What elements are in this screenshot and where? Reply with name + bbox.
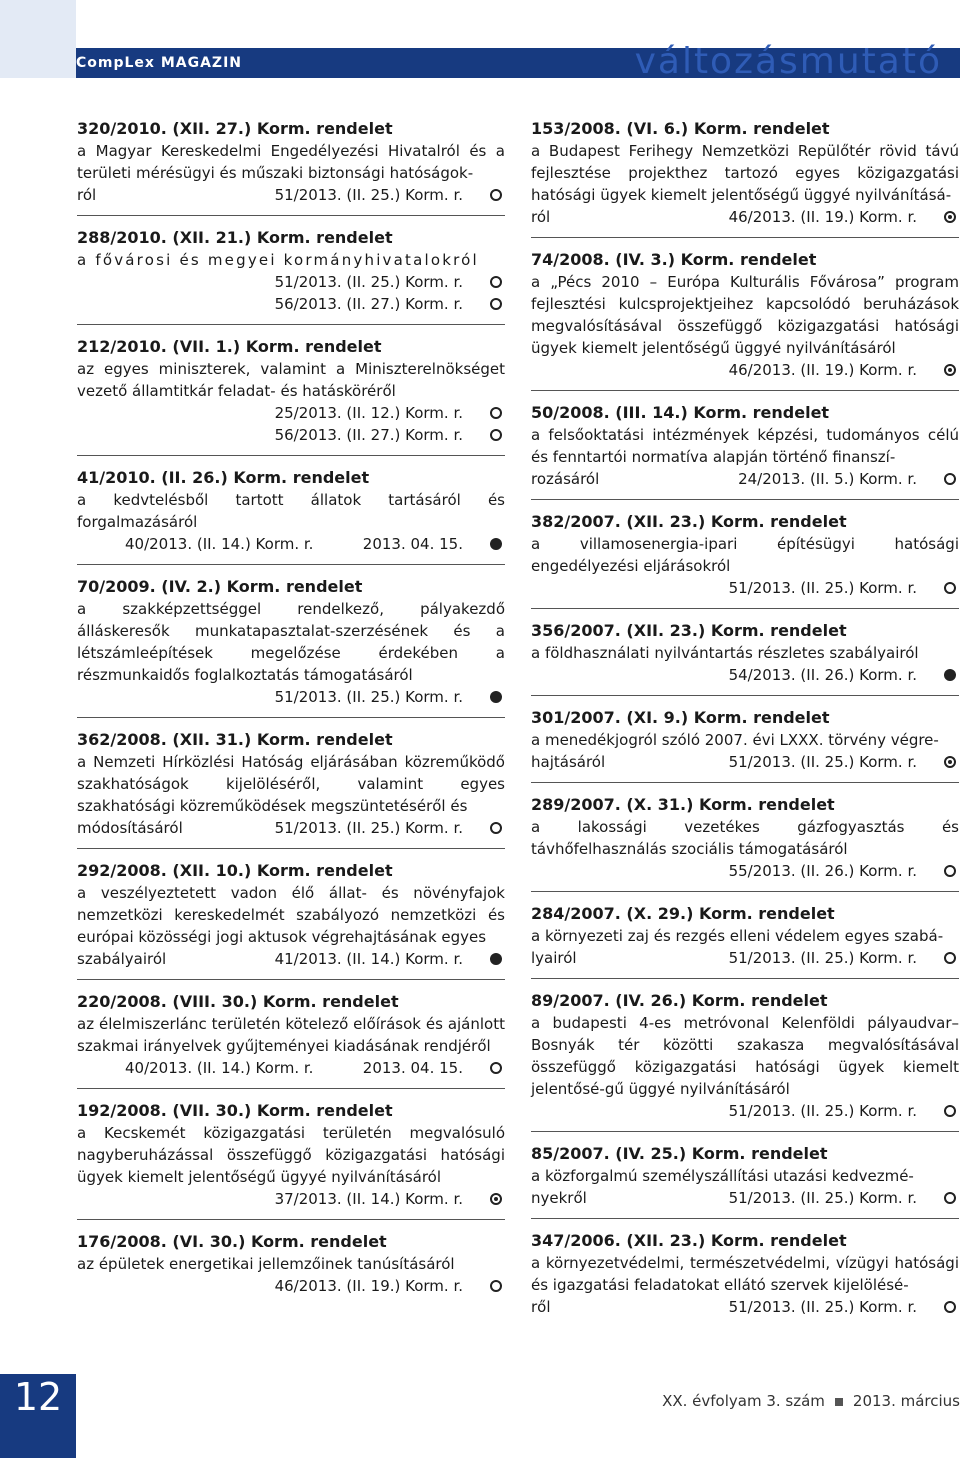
description-tail: ról [77, 186, 97, 204]
amendment-row [531, 947, 959, 969]
amendment-row [77, 533, 505, 555]
amendment-row [531, 1296, 959, 1318]
amendment-ref: 51/2013. (II. 25.) Korm. r. [728, 1298, 917, 1316]
entry [531, 1143, 959, 1219]
open-circle-icon [490, 276, 502, 288]
entry-description: a „Pécs 2010 – Európa Kulturális Fővárosa” program fejlesztési kulcsprojektjeihez kapcsolódó beruházások megvalósításával összefüggő közigazgatási hatósági ügyek kiemelt jelentőségű üggyé nyilvánításáról [531, 273, 959, 357]
entry-heading: 74/2008. (IV. 3.) Korm. rendelet [531, 250, 817, 269]
header-bar [76, 41, 960, 82]
amendment-ref: 55/2013. (II. 26.) Korm. r. [728, 862, 917, 880]
entry-heading: 41/2010. (II. 26.) Korm. rendelet [77, 468, 370, 487]
entry-description: a Nemzeti Hírközlési Hatóság eljárásában közreműködő szakhatóságok kijelöléséről, valamint egyes szakhatósági közreműködések megszüntetéséről és [77, 753, 505, 815]
entry-heading: 212/2010. (VII. 1.) Korm. rendelet [77, 337, 382, 356]
entry-heading: 288/2010. (XII. 21.) Korm. rendelet [77, 228, 393, 247]
entry-description: a Magyar Kereskedelmi Engedélyezési Hivatalról és a területi mérésügyi és műszaki biztonsági hatóságok- [77, 142, 505, 182]
effective-date: 2013. 04. 15. [362, 1059, 463, 1077]
open-circle-icon [490, 1062, 502, 1074]
footer-date: 2013. március [852, 1392, 960, 1410]
amendment-row [531, 664, 959, 686]
entry-description: a fővárosi és megyei kormányhivatalokról [77, 251, 479, 269]
entry [77, 991, 505, 1089]
entry-heading: 153/2008. (VI. 6.) Korm. rendelet [531, 119, 830, 138]
entry-description: a villamosenergia-ipari építésügyi hatósági engedélyezési eljárásokról [531, 535, 959, 575]
amendment-ref: 51/2013. (II. 25.) Korm. r. [728, 1189, 917, 1207]
entry-description: az egyes miniszterek, valamint a Miniszterelnökséget vezető államtitkár feladat- és hatásköréről [77, 360, 505, 400]
entry [531, 620, 959, 696]
entry-heading: 85/2007. (IV. 25.) Korm. rendelet [531, 1144, 828, 1163]
amendment-row [531, 468, 959, 490]
entry-heading: 362/2008. (XII. 31.) Korm. rendelet [77, 730, 393, 749]
page-number: 12 [13, 1375, 63, 1419]
entry-description: a kedvtelésből tartott állatok tartásáról és forgalmazásáról [77, 491, 505, 531]
left-column [77, 118, 505, 1317]
footer-square-icon [835, 1398, 843, 1406]
entry [77, 576, 505, 718]
entry-heading: 347/2006. (XII. 23.) Korm. rendelet [531, 1231, 847, 1250]
description-tail: szabályairól [77, 950, 167, 968]
amendment-ref: 51/2013. (II. 25.) Korm. r. [728, 753, 917, 771]
open-circle-icon [490, 429, 502, 441]
entry-heading: 284/2007. (X. 29.) Korm. rendelet [531, 904, 835, 923]
amendment-ref: 54/2013. (II. 26.) Korm. r. [728, 666, 917, 684]
entry-heading: 176/2008. (VI. 30.) Korm. rendelet [77, 1232, 387, 1251]
amendment-row [77, 948, 505, 970]
entry-heading: 50/2008. (III. 14.) Korm. rendelet [531, 403, 830, 422]
amendment-row [531, 206, 959, 228]
open-circle-icon [944, 1192, 956, 1204]
footer [620, 1392, 960, 1410]
amendment-ref: 56/2013. (II. 27.) Korm. r. [274, 295, 463, 313]
entry-heading: 301/2007. (XI. 9.) Korm. rendelet [531, 708, 830, 727]
entry-description: a felsőoktatási intézmények képzési, tudományos célú és fenntartói normatíva alapján történő finanszí- [531, 426, 959, 466]
amendment-ref: 25/2013. (II. 12.) Korm. r. [274, 404, 463, 422]
entry-description: a menedékjogról szóló 2007. évi LXXX. törvény végre- [531, 731, 939, 749]
amendment-ref: 51/2013. (II. 25.) Korm. r. [274, 273, 463, 291]
amendment-ref: 51/2013. (II. 25.) Korm. r. [274, 186, 463, 204]
entry-description: a lakossági vezetékes gázfogyasztás és távhőfelhasználás szociális támogatásáról [531, 818, 959, 858]
entry [77, 467, 505, 565]
entry [77, 227, 505, 325]
dotted-circle-icon [944, 756, 956, 768]
description-tail: rozásáról [531, 470, 600, 488]
amendment-ref: 51/2013. (II. 25.) Korm. r. [728, 949, 917, 967]
entry [77, 1100, 505, 1220]
entry [77, 118, 505, 216]
open-circle-icon [490, 1280, 502, 1292]
description-tail: nyekről [531, 1189, 587, 1207]
magazine-name: CompLex MAGAZIN [76, 55, 242, 71]
entry [531, 1230, 959, 1327]
amendment-row [531, 751, 959, 773]
entry-heading: 320/2010. (XII. 27.) Korm. rendelet [77, 119, 393, 138]
amendment-row [77, 293, 505, 315]
description-tail: hajtásáról [531, 753, 606, 771]
open-circle-icon [490, 298, 502, 310]
entry-heading: 356/2007. (XII. 23.) Korm. rendelet [531, 621, 847, 640]
entry [531, 249, 959, 391]
open-circle-icon [944, 473, 956, 485]
entry-description: a Kecskemét közigazgatási területén megvalósuló nagyberuházással összefüggő közigazgatási hatósági ügyek kiemelt jelentőségű ügyyé nyilvánításáról [77, 1124, 505, 1186]
effective-date: 2013. 04. 15. [362, 535, 463, 553]
entry [77, 729, 505, 849]
entry-description: a környezeti zaj és rezgés elleni védelem egyes szabá- [531, 927, 944, 945]
amendment-ref: 46/2013. (II. 19.) Korm. r. [728, 208, 917, 226]
amendment-ref: 51/2013. (II. 25.) Korm. r. [728, 1102, 917, 1120]
entry [77, 860, 505, 980]
amendment-row [531, 359, 959, 381]
amendment-row [77, 1188, 505, 1210]
filled-circle-icon [944, 669, 956, 681]
amendment-ref: 56/2013. (II. 27.) Korm. r. [274, 426, 463, 444]
entry-description: a közforgalmú személyszállítási utazási kedvezmé- [531, 1167, 914, 1185]
entry [77, 336, 505, 456]
right-column [531, 118, 959, 1338]
amendment-row [531, 860, 959, 882]
entry-heading: 289/2007. (X. 31.) Korm. rendelet [531, 795, 835, 814]
amendment-row [531, 577, 959, 599]
amendment-ref: 40/2013. (II. 14.) Korm. r. [125, 535, 314, 553]
corner-tab-top [0, 0, 76, 78]
open-circle-icon [944, 1301, 956, 1313]
description-tail: ról [531, 208, 551, 226]
filled-circle-icon [490, 953, 502, 965]
section-title: változásmutató [634, 41, 942, 82]
entry-heading: 220/2008. (VIII. 30.) Korm. rendelet [77, 992, 399, 1011]
description-tail: lyairól [531, 949, 577, 967]
entry-description: a veszélyeztetett vadon élő állat- és növényfajok nemzetközi kereskedelmét szabályozó nemzetközi és európai közösségi jogi aktusok végrehajtásának egyes [77, 884, 505, 946]
amendment-ref: 51/2013. (II. 25.) Korm. r. [728, 579, 917, 597]
entry-description: az épületek energetikai jellemzőinek tanúsításáról [77, 1255, 455, 1273]
dotted-circle-icon [944, 211, 956, 223]
entry [531, 903, 959, 979]
filled-circle-icon [490, 691, 502, 703]
entry-description: a környezetvédelmi, természetvédelmi, vízügyi hatósági és igazgatási feladatokat ellátó szervek kijelölésé- [531, 1254, 959, 1294]
open-circle-icon [944, 1105, 956, 1117]
entry [531, 402, 959, 500]
open-circle-icon [944, 582, 956, 594]
open-circle-icon [490, 407, 502, 419]
amendment-row [77, 424, 505, 446]
amendment-row [77, 271, 505, 293]
entry-description: a földhasználati nyilvántartás részletes szabályairól [531, 644, 919, 662]
entry-heading: 89/2007. (IV. 26.) Korm. rendelet [531, 991, 828, 1010]
description-tail: módosításáról [77, 819, 183, 837]
amendment-ref: 46/2013. (II. 19.) Korm. r. [274, 1277, 463, 1295]
entry [77, 1231, 505, 1306]
amendment-ref: 41/2013. (II. 14.) Korm. r. [274, 950, 463, 968]
amendment-row [531, 1187, 959, 1209]
amendment-row [531, 1100, 959, 1122]
entry [531, 707, 959, 783]
amendment-row [77, 817, 505, 839]
amendment-ref: 51/2013. (II. 25.) Korm. r. [274, 819, 463, 837]
amendment-ref: 37/2013. (II. 14.) Korm. r. [274, 1190, 463, 1208]
entry-heading: 292/2008. (XII. 10.) Korm. rendelet [77, 861, 393, 880]
entry-heading: 70/2009. (IV. 2.) Korm. rendelet [77, 577, 363, 596]
amendment-row [77, 1057, 505, 1079]
description-tail: ről [531, 1298, 551, 1316]
dotted-circle-icon [490, 1193, 502, 1205]
entry-heading: 382/2007. (XII. 23.) Korm. rendelet [531, 512, 847, 531]
entry-description: a budapesti 4-es metróvonal Kelenföldi pályaudvar–Bosnyák tér közötti szakasza megvalósításával összefüggő közigazgatási hatósági ügyek kiemelt jelentősé-gű üggyé nyilvánításáról [531, 1014, 959, 1098]
entry [531, 794, 959, 892]
open-circle-icon [490, 189, 502, 201]
entry [531, 990, 959, 1132]
open-circle-icon [944, 952, 956, 964]
amendment-row [77, 1275, 505, 1297]
filled-circle-icon [490, 538, 502, 550]
amendment-row [77, 686, 505, 708]
amendment-ref: 46/2013. (II. 19.) Korm. r. [728, 361, 917, 379]
amendment-ref: 24/2013. (II. 5.) Korm. r. [738, 470, 917, 488]
amendment-ref: 40/2013. (II. 14.) Korm. r. [125, 1059, 314, 1077]
amendment-ref: 51/2013. (II. 25.) Korm. r. [274, 688, 463, 706]
open-circle-icon [944, 865, 956, 877]
entry-description: a Budapest Ferihegy Nemzetközi Repülőtér rövid távú fejlesztése projekthez tartozó egyes közigazgatási hatósági ügyek kiemelt jelentőségű üggyé nyilvánításá- [531, 142, 959, 204]
amendment-row [77, 402, 505, 424]
entry-description: az élelmiszerlánc területén kötelező előírások és ajánlott szakmai irányelvek gyűjteményei kiadásának rendjéről [77, 1015, 505, 1055]
footer-volume: XX. évfolyam 3. szám [662, 1392, 825, 1410]
dotted-circle-icon [944, 364, 956, 376]
open-circle-icon [490, 822, 502, 834]
amendment-row [77, 184, 505, 206]
entry-description: a szakképzettséggel rendelkező, pályakezdő álláskeresők munkatapasztalat-szerzésének és a létszámleépítések megelőzése érdekében a részmunkaidős foglalkoztatás támogatásáról [77, 600, 505, 684]
entry-heading: 192/2008. (VII. 30.) Korm. rendelet [77, 1101, 393, 1120]
entry [531, 118, 959, 238]
entry [531, 511, 959, 609]
